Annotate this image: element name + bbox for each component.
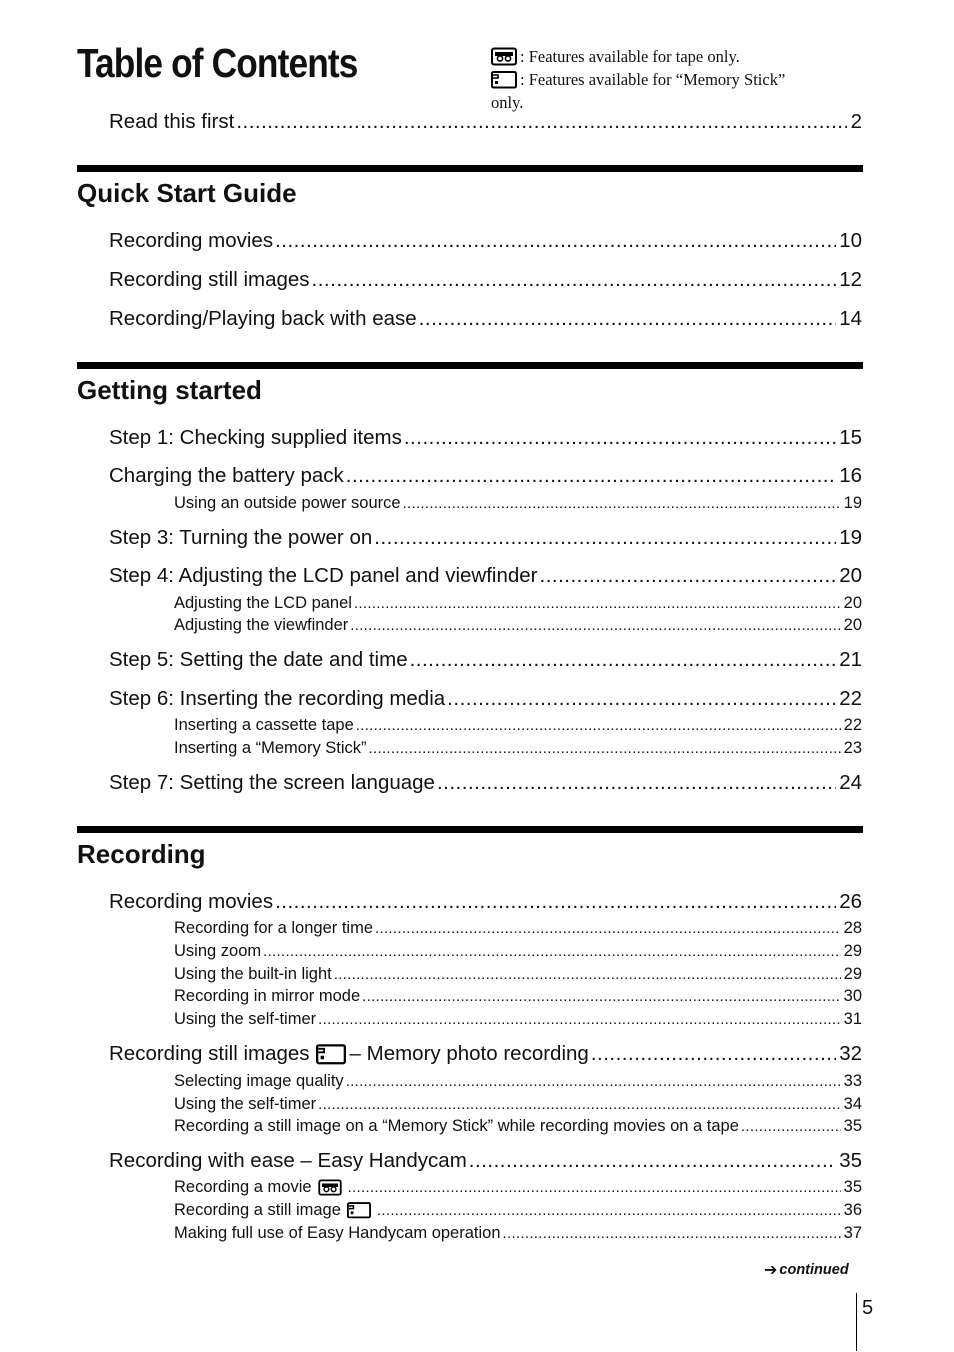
section-rule — [77, 165, 863, 172]
toc-entry-label: Recording movies — [109, 890, 274, 913]
toc-entry-label: Using the self-timer — [174, 1010, 317, 1028]
toc-page-number: 29 — [843, 942, 862, 960]
toc-entry[interactable] — [109, 228, 862, 254]
toc-subentry[interactable] — [174, 917, 862, 940]
toc-entry-label: Recording still images — [109, 268, 310, 291]
toc-entry[interactable] — [109, 770, 862, 796]
toc-entry-label: Adjusting the viewfinder — [174, 616, 349, 634]
dot-leader — [437, 770, 836, 796]
toc-entry[interactable] — [109, 889, 862, 915]
toc-page-number: 16 — [839, 464, 862, 487]
legend-tape-text: : Features available for tape only. — [520, 47, 740, 66]
toc-page-number: 19 — [839, 526, 862, 549]
legend-memory-text-cont: only. — [491, 93, 524, 112]
section-rule — [77, 826, 863, 833]
toc-entry-label: Selecting image quality — [174, 1072, 344, 1090]
dot-leader — [404, 425, 836, 451]
toc-entry-label: Using the self-timer — [174, 1095, 317, 1113]
toc-entry[interactable] — [109, 647, 862, 673]
toc-subentry[interactable] — [174, 1008, 862, 1031]
dot-leader — [419, 306, 837, 332]
legend-tape-line — [491, 45, 851, 68]
toc-page-number: 30 — [843, 987, 862, 1005]
section-title-quick-start: Quick Start Guide — [77, 178, 297, 208]
toc-entry-label: Making full use of Easy Handycam operation — [174, 1224, 501, 1242]
toc-entry-label: Recording for a longer time — [174, 919, 374, 937]
toc-entry-label: Step 7: Setting the screen language — [109, 771, 435, 794]
toc-subentry[interactable] — [174, 1222, 862, 1245]
toc-page-number: 20 — [839, 564, 862, 587]
page-number-divider — [856, 1293, 857, 1351]
toc-subentry[interactable] — [174, 1199, 862, 1222]
dot-leader — [356, 715, 841, 737]
toc-entry-read-this-first[interactable] — [109, 109, 862, 135]
toc-page-number: 24 — [839, 771, 862, 794]
toc-page-number: 28 — [843, 919, 862, 937]
toc-page-number: 20 — [843, 594, 862, 612]
toc-entry-label: Read this first — [109, 110, 235, 133]
toc-page-number: 35 — [843, 1117, 862, 1135]
toc-entry[interactable] — [109, 306, 862, 332]
dot-leader — [346, 463, 836, 489]
toc-subentry[interactable] — [174, 1176, 862, 1199]
continued-indicator — [764, 1260, 849, 1280]
dot-leader — [362, 986, 840, 1008]
toc-page-number: 21 — [839, 648, 862, 671]
legend-memory-line — [491, 68, 851, 91]
toc-entry[interactable] — [109, 563, 862, 589]
toc-subentry[interactable] — [174, 1070, 862, 1093]
dot-leader — [275, 889, 836, 915]
toc-page-number: 15 — [839, 426, 862, 449]
toc-entry-label: Using an outside power source — [174, 494, 401, 512]
toc-subentry[interactable] — [174, 1115, 862, 1138]
toc-entry[interactable] — [109, 1148, 862, 1174]
toc-entry[interactable] — [109, 686, 862, 712]
toc-page-number: 23 — [843, 739, 862, 757]
toc-entry-label: Step 4: Adjusting the LCD panel and viewfinder — [109, 564, 538, 587]
page-title: Table of Contents — [77, 40, 358, 86]
continued-label: continued — [779, 1262, 849, 1278]
toc-entry-label: Using the built-in light — [174, 965, 332, 983]
legend-memory-text: : Features available for “Memory Stick” — [520, 70, 786, 89]
toc-entry-label: Using zoom — [174, 942, 262, 960]
toc-subentry[interactable] — [174, 714, 862, 737]
toc-page-number: 29 — [843, 965, 862, 983]
toc-entry-label: Inserting a cassette tape — [174, 716, 354, 734]
dot-leader — [236, 109, 847, 135]
dot-leader — [348, 1177, 841, 1199]
toc-page-number: 34 — [843, 1095, 862, 1113]
toc-page-number: 12 — [839, 268, 862, 291]
dot-leader — [591, 1041, 836, 1067]
section-title-recording: Recording — [77, 839, 206, 869]
toc-entry-label: Inserting a “Memory Stick” — [174, 739, 367, 757]
tape-icon — [318, 1179, 342, 1196]
toc-page-number: 33 — [843, 1072, 862, 1090]
toc-page-number: 35 — [843, 1178, 862, 1196]
toc-page-number: 14 — [839, 307, 862, 330]
toc-subentry[interactable] — [174, 1093, 862, 1116]
toc-entry[interactable] — [109, 267, 862, 293]
toc-entry-label-part: – Memory photo recording — [349, 1042, 589, 1065]
dot-leader — [403, 493, 841, 515]
toc-entry-label: Recording in mirror mode — [174, 987, 361, 1005]
toc-subentry[interactable] — [174, 614, 862, 637]
toc-entry-label: Recording with ease – Easy Handycam — [109, 1149, 467, 1172]
toc-page-number: 20 — [843, 616, 862, 634]
dot-leader — [334, 964, 841, 986]
toc-entry-label: Recording movies — [109, 229, 274, 252]
toc-entry-label — [109, 1041, 589, 1067]
toc-page-number: 31 — [843, 1010, 862, 1028]
toc-entry[interactable] — [109, 463, 862, 489]
dot-leader — [410, 647, 837, 673]
toc-subentry[interactable] — [174, 737, 862, 760]
toc-page-number: 22 — [843, 716, 862, 734]
dot-leader — [318, 1009, 841, 1031]
dot-leader — [469, 1148, 836, 1174]
toc-page-number: 10 — [839, 229, 862, 252]
toc-entry-label: Charging the battery pack — [109, 464, 344, 487]
toc-entry-label — [174, 1176, 346, 1198]
toc-entry-label: Step 5: Setting the date and time — [109, 648, 408, 671]
dot-leader — [318, 1094, 841, 1116]
dot-leader — [540, 563, 837, 589]
toc-page-number: 32 — [839, 1042, 862, 1065]
toc-entry-label: Step 1: Checking supplied items — [109, 426, 402, 449]
toc-page-number: 22 — [839, 687, 862, 710]
dot-leader — [375, 918, 841, 940]
toc-subentry[interactable] — [174, 985, 862, 1008]
toc-subentry[interactable] — [174, 492, 862, 515]
toc-page-number: 2 — [850, 110, 862, 133]
dot-leader — [354, 593, 841, 615]
dot-leader — [374, 525, 836, 551]
memory-stick-icon — [347, 1201, 371, 1219]
toc-entry-label: Recording a still image on a “Memory Stick” while recording movies on a tape — [174, 1117, 739, 1135]
dot-leader — [447, 686, 836, 712]
toc-page-number: 26 — [839, 890, 862, 913]
section-rule — [77, 362, 863, 369]
dot-leader — [377, 1200, 841, 1222]
tape-icon — [491, 47, 517, 66]
memory-stick-icon — [491, 70, 517, 89]
dot-leader — [741, 1116, 841, 1138]
dot-leader — [503, 1223, 841, 1245]
memory-stick-icon — [316, 1043, 346, 1065]
page-number: 5 — [862, 1297, 874, 1319]
toc-page-number: 35 — [839, 1149, 862, 1172]
toc-entry-label: Recording/Playing back with ease — [109, 307, 417, 330]
toc-entry[interactable] — [109, 525, 862, 551]
toc-entry-label: Adjusting the LCD panel — [174, 594, 352, 612]
dot-leader — [312, 267, 837, 293]
arrow-right-icon: ➔ — [764, 1262, 778, 1279]
dot-leader — [346, 1071, 841, 1093]
feature-legend — [491, 45, 851, 114]
dot-leader — [263, 941, 841, 963]
toc-entry-label-part: Recording still images — [109, 1042, 310, 1065]
toc-entry[interactable] — [109, 425, 862, 451]
dot-leader — [369, 738, 841, 760]
toc-entry-label — [174, 1199, 375, 1221]
toc-subentry[interactable] — [174, 592, 862, 615]
toc-subentry[interactable] — [174, 963, 862, 986]
toc-page-number: 19 — [843, 494, 862, 512]
dot-leader — [350, 615, 840, 637]
dot-leader — [275, 228, 836, 254]
toc-entry-label: Step 3: Turning the power on — [109, 526, 373, 549]
toc-page-number: 37 — [843, 1224, 862, 1242]
toc-entry-label: Step 6: Inserting the recording media — [109, 687, 446, 710]
toc-entry-label-part: Recording a still image — [174, 1201, 341, 1219]
toc-subentry[interactable] — [174, 940, 862, 963]
section-title-getting-started: Getting started — [77, 375, 262, 405]
toc-page-number: 36 — [843, 1201, 862, 1219]
toc-entry[interactable] — [109, 1041, 862, 1067]
toc-entry-label-part: Recording a movie — [174, 1178, 312, 1196]
